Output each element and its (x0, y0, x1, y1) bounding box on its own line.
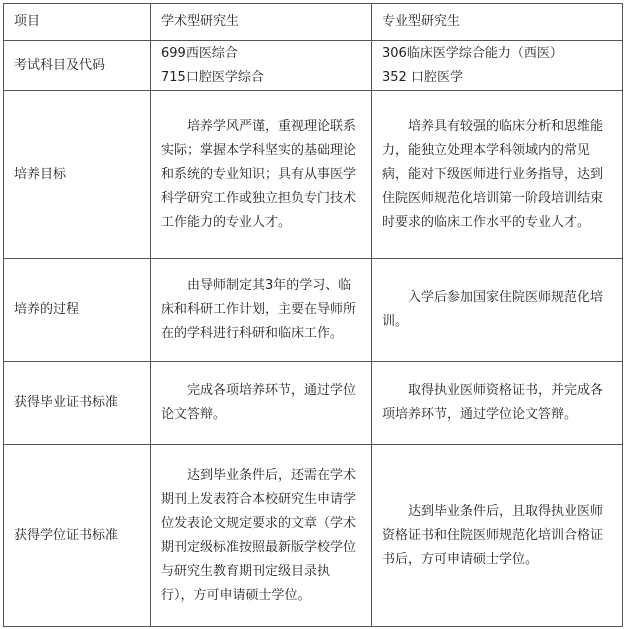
row-label: 考试科目及代码 (4, 41, 151, 91)
professional-exam-cell (372, 41, 623, 91)
professional-graduation-cell: 取得执业医师资格证书，并完成各项培养环节，通过学位论文答辩。 (372, 362, 623, 445)
row-label: 获得毕业证书标准 (4, 362, 151, 445)
academic-process-cell: 由导师制定其3年的学习、临床和科研工作计划，主要在导师所在的学科进行科研和临床工作。 (151, 259, 372, 362)
academic-goal-cell: 培养学风严谨，重视理论联系实际；掌握本学科坚实的基础理论和系统的专业知识；具有从事医学科学研究工作或独立担负专门技术工作能力的专业人才。 (151, 91, 372, 259)
row-label: 培养的过程 (4, 259, 151, 362)
header-item: 项目 (4, 4, 151, 41)
table-row-exam-subjects (4, 41, 623, 91)
academic-exam-cell (151, 41, 372, 91)
table-row-graduation-standard (4, 362, 623, 445)
professional-exam-code-1: 306临床医学综合能力（西医） (382, 45, 563, 61)
table-row-degree-standard (4, 445, 623, 627)
professional-degree-cell: 达到毕业条件后，且取得执业医师资格证书和住院医师规范化培训合格证书后，方可申请硕士学位。 (372, 445, 623, 627)
academic-graduation-cell: 完成各项培养环节，通过学位论文答辩。 (151, 362, 372, 445)
row-label: 培养目标 (4, 91, 151, 259)
professional-exam-code-2: 352 口腔医学 (382, 69, 463, 85)
academic-degree-cell: 达到毕业条件后，还需在学术期刊上发表符合本校研究生申请学位发表论文规定要求的文章（学术期刊定级标准按照最新版学校学位与研究生教育期刊定级目录执行），方可申请硕士学位。 (151, 445, 372, 627)
header-professional: 专业型研究生 (372, 4, 623, 41)
header-row (4, 4, 623, 41)
table-row-training-goal (4, 91, 623, 259)
professional-process-cell: 入学后参加国家住院医师规范化培训。 (372, 259, 623, 362)
comparison-table (3, 3, 623, 627)
academic-exam-code-2: 715口腔医学综合 (161, 69, 264, 85)
professional-goal-cell: 培养具有较强的临床分析和思维能力，能独立处理本学科领域内的常见病，能对下级医师进行业务指导，达到住院医师规范化培训第一阶段培训结束时要求的临床工作水平的专业人才。 (372, 91, 623, 259)
table-row-training-process (4, 259, 623, 362)
header-academic: 学术型研究生 (151, 4, 372, 41)
row-label: 获得学位证书标准 (4, 445, 151, 627)
academic-exam-code-1: 699西医综合 (161, 45, 238, 61)
